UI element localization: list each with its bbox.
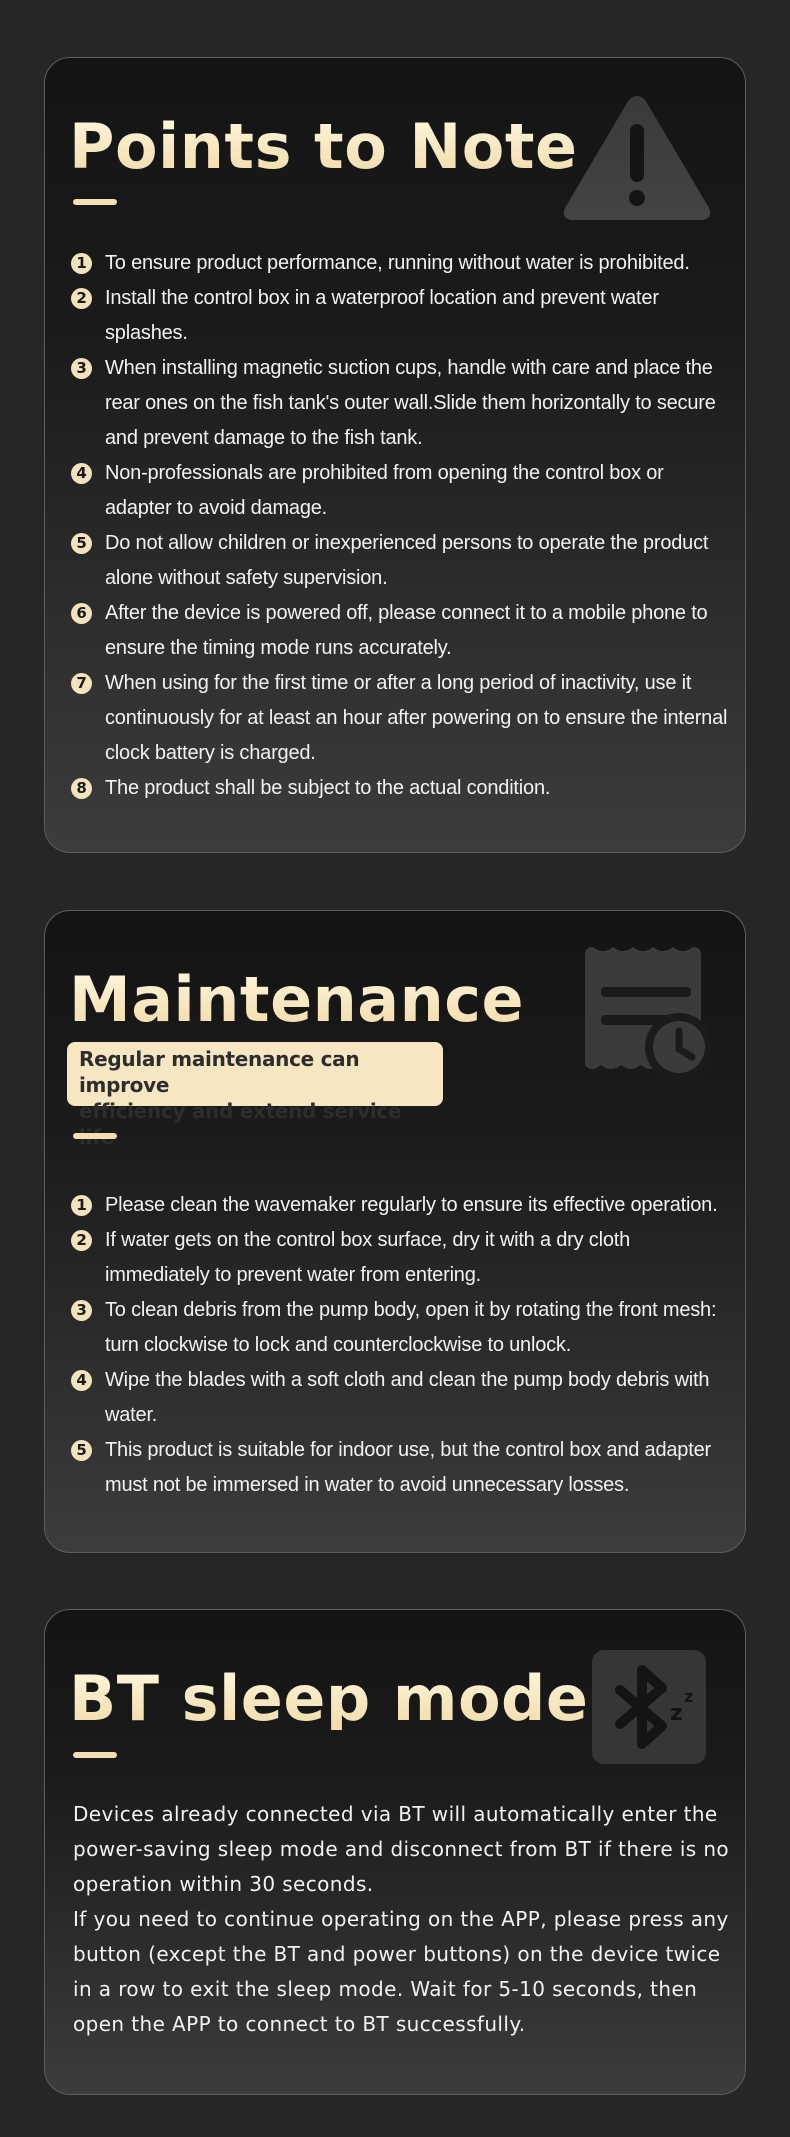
points-to-note-card [44,57,746,853]
item-text: When using for the first time or after a long period of inactivity, use it continuously for at least an hour after powering on to ensure the internal clock battery is charged. [105,672,728,764]
list-item [71,596,733,666]
list-item [71,1433,733,1503]
receipt-clock-icon [581,945,711,1083]
list-item [71,1188,733,1223]
bt-sleep-paragraph-1: Devices already connected via BT will automatically enter the power-saving sleep mode and disconnect from BT if there is no operation within 30 seconds. [73,1802,730,1896]
list-item [71,1223,733,1293]
item-number-badge: 4 [71,1370,92,1391]
badge-line-1: Regular maintenance can improve [79,1047,360,1097]
badge-line-2: efficiency and extend service [79,1099,402,1123]
item-number-badge: 2 [71,288,92,309]
maintenance-title: Maintenance [69,963,525,1036]
points-to-note-title: Points to Note [69,110,578,183]
item-text: Install the control box in a waterproof location and prevent water splashes. [105,287,659,344]
item-number-badge: 3 [71,358,92,379]
item-text: After the device is powered off, please connect it to a mobile phone to ensure the timing mode runs accurately. [105,602,708,659]
item-text: Please clean the wavemaker regularly to ensure its effective operation. [105,1194,718,1216]
title-underline [73,199,117,205]
item-number-badge: 1 [71,1195,92,1216]
item-number-badge: 4 [71,463,92,484]
list-item [71,351,733,456]
item-text: The product shall be subject to the actual condition. [105,777,551,799]
item-number-badge: 6 [71,603,92,624]
list-item [71,666,733,771]
list-item [71,1293,733,1363]
item-number-badge: 8 [71,778,92,799]
item-text: Non-professionals are prohibited from opening the control box or adapter to avoid damage. [105,462,664,519]
item-number-badge: 5 [71,533,92,554]
item-number-badge: 2 [71,1230,92,1251]
warning-triangle-icon [559,88,715,226]
list-item [71,246,733,281]
bluetooth-sleep-icon [590,1648,708,1766]
title-underline [73,1133,117,1139]
list-item [71,526,733,596]
item-number-badge: 7 [71,673,92,694]
item-number-badge: 1 [71,253,92,274]
maintenance-badge [67,1042,443,1123]
item-text: When installing magnetic suction cups, handle with care and place the rear ones on the fish tank's outer wall.Slide them horizontally to secure and prevent damage to the fish tank. [105,357,716,449]
item-number-badge: 5 [71,1440,92,1461]
list-item [71,1363,733,1433]
item-text: To ensure product performance, running without water is prohibited. [105,252,690,274]
bt-sleep-title: BT sleep mode [69,1662,589,1735]
title-underline [73,1752,117,1758]
bt-sleep-card [44,1609,746,2095]
list-item [71,456,733,526]
item-text: To clean debris from the pump body, open it by rotating the front mesh: turn clockwise to lock and counterclockwise to unlock. [105,1299,717,1356]
points-to-note-list [71,246,733,806]
bt-sleep-paragraph-2: If you need to continue operating on the APP, please press any button (except the BT and power buttons) on the device twice in a row to exit the sleep mode. Wait for 5-10 seconds, then open the APP to connect to BT successfully. [73,1907,729,2036]
sleep-glyph-small: z [684,1687,694,1706]
item-number-badge: 3 [71,1300,92,1321]
item-text: Wipe the blades with a soft cloth and clean the pump body debris with water. [105,1369,710,1426]
sleep-glyph-large: z [670,1701,683,1726]
item-text: Do not allow children or inexperienced persons to operate the product alone without safety supervision. [105,532,709,589]
item-text: This product is suitable for indoor use, but the control box and adapter must not be immersed in water to avoid unnecessary losses. [105,1439,711,1496]
item-text: If water gets on the control box surface, dry it with a dry cloth immediately to prevent water from entering. [105,1229,631,1286]
list-item [71,281,733,351]
maintenance-list [71,1188,733,1503]
list-item [71,771,733,806]
maintenance-card [44,910,746,1553]
